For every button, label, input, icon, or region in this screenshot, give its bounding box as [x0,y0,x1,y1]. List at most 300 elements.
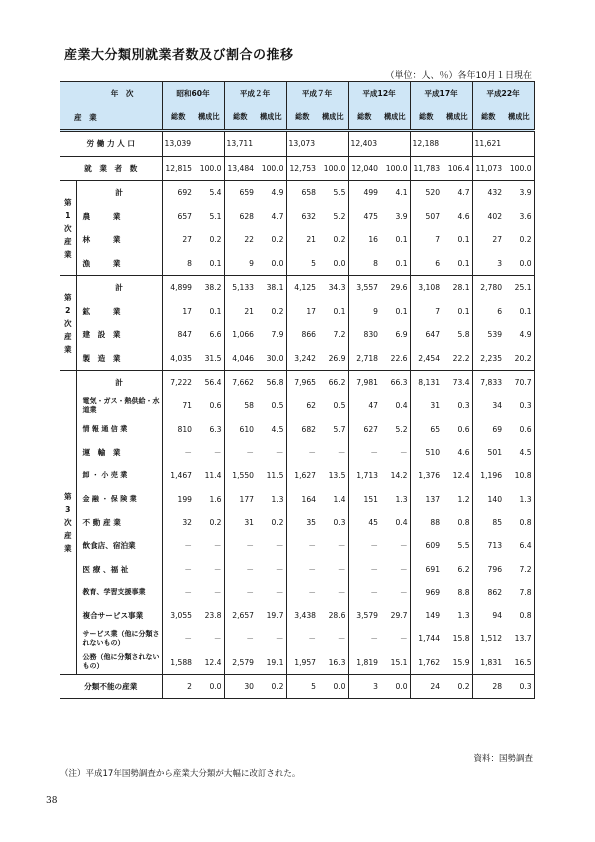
value-cell: 507 [425,211,441,221]
tertiary-industry-row [60,534,534,557]
value-cell: 28.6 [318,604,348,627]
value-cell: 16.3 [318,651,348,675]
value-cell: 6.2 [442,557,472,580]
value-cell: 432 [487,188,503,198]
value-cell: 0.2 [256,300,286,324]
value-cell: 6 [497,306,503,316]
value-cell: 4.7 [442,181,472,205]
labor-force-label: 労 働 力 人 口 [60,131,162,157]
value-cell: 65 [430,424,441,434]
value-cell: 26.9 [318,347,348,371]
value-cell: 7.8 [504,581,534,604]
tertiary-industry-row [60,371,534,395]
unclassified-label: 分類不能の産業 [60,674,162,699]
value-cell: 0.8 [442,511,472,534]
value-cell: 6.3 [194,418,224,441]
value-cell: 0.1 [504,300,534,324]
value-cell: － [256,557,286,580]
tertiary-industry-item-label: 情 報 通 信 業 [76,418,162,441]
value-cell: － [380,627,410,650]
value-cell: 0.2 [256,674,286,699]
value-cell: 2,718 [356,353,379,363]
value-cell: － [194,557,224,580]
value-cell: 1.3 [504,487,534,510]
value-cell: 1.3 [380,487,410,510]
value-cell: － [184,564,192,574]
value-cell: 628 [239,211,255,221]
tertiary-industry-item-label: 運 輸 業 [76,441,162,464]
value-cell: 0.2 [504,228,534,252]
group-char: 第 [63,491,72,501]
value-cell: 0.2 [318,228,348,252]
value-cell: 627 [363,424,379,434]
unclassified-row [60,674,534,699]
value-cell: 199 [177,494,192,504]
value-cell: 22.6 [380,347,410,371]
value-cell: － [370,634,379,644]
value-cell: － [256,534,286,557]
tertiary-industry-item-label: 教育、学習支援事業 [76,581,162,604]
value-cell: 69 [492,424,503,434]
tertiary-industry-row [60,651,534,675]
value-cell: 520 [425,188,441,198]
header-row-sub [60,106,534,131]
tertiary-industry-item-label: 卸 ・ 小 売 業 [76,464,162,487]
header-total: 総数 [472,106,504,131]
value-cell: 3,557 [356,283,379,293]
value-cell: 2,454 [418,353,441,363]
value-cell: 62 [306,401,317,411]
value-cell: － [318,581,348,604]
value-cell: 137 [425,494,441,504]
value-cell: － [256,441,286,464]
value-cell: 5.5 [318,181,348,205]
value-cell: 1.3 [442,604,472,627]
value-cell: － [184,541,192,551]
primary-industry-item-label: 林 業 [76,228,162,252]
value-cell: 7,965 [294,378,317,388]
tertiary-industry-row [60,394,534,417]
value-cell: 22 [244,235,255,245]
value-cell: 15.9 [442,651,472,675]
tertiary-industry-row [60,441,534,464]
value-cell: － [184,587,192,597]
value-cell: 2,579 [232,657,255,667]
value-cell: 12,753 [289,163,317,173]
value-cell: 0.2 [194,228,224,252]
value-cell: 29.7 [380,604,410,627]
value-cell: 19.1 [256,651,286,675]
value-cell: 1,819 [356,657,379,667]
header-ratio: 構成比 [442,106,472,131]
value-cell: 25.1 [504,276,534,300]
value-cell: － [318,627,348,650]
value-cell: － [380,557,410,580]
value-cell: 5 [311,682,317,692]
value-cell: － [380,441,410,464]
value-cell: 4.5 [504,441,534,464]
value-cell: 56.8 [256,371,286,395]
secondary-industry-row [60,276,534,300]
value-cell: － [370,564,379,574]
value-cell: 4,046 [232,353,255,363]
value-cell: 0.6 [194,394,224,417]
value-cell: 658 [301,188,317,198]
value-cell: 847 [177,330,192,340]
value-cell: 22.2 [442,347,472,371]
value-cell: 810 [177,424,192,434]
employed-row [60,156,534,181]
unit-note: （単位：人、％）各年10月１日現在 [385,71,532,81]
header-ratio: 構成比 [318,106,348,131]
tertiary-industry-row [60,464,534,487]
header-total: 総数 [286,106,318,131]
value-cell: － [370,541,379,551]
value-cell: 8 [373,258,379,268]
tertiary-industry-item-label: 計 [76,371,162,395]
value-cell: 5.1 [194,205,224,229]
value-cell: 31 [244,517,255,527]
value-cell: 100.0 [318,156,348,181]
group-char: 業 [63,344,72,354]
value-cell: 66.3 [380,371,410,395]
header-ratio: 構成比 [256,106,286,131]
value-cell: － [370,587,379,597]
value-cell: 66.2 [318,371,348,395]
value-cell: 0.2 [194,511,224,534]
group-char: 次 [63,223,72,233]
value-cell: 12,403 [348,131,410,157]
value-cell: 2,780 [480,283,503,293]
value-cell: 3 [373,682,379,692]
value-cell: － [256,581,286,604]
value-cell: 149 [425,611,441,621]
value-cell: 1,762 [418,657,441,667]
value-cell: 7,833 [480,378,503,388]
value-cell: 6.4 [504,534,534,557]
value-cell: 3,579 [356,611,379,621]
value-cell: 5.2 [318,205,348,229]
tertiary-industry-group-label [60,371,76,675]
value-cell: 6.6 [194,323,224,347]
value-cell: 7.2 [504,557,534,580]
value-cell: 100.0 [504,156,534,181]
tertiary-industry-item-label: 金 融 ・ 保 険 業 [76,487,162,510]
value-cell: － [194,441,224,464]
value-cell: 11,783 [413,163,441,173]
value-cell: 3,242 [294,353,317,363]
header-sangyo: 産 業 [60,106,162,131]
value-cell: 27 [492,235,503,245]
value-cell: － [318,441,348,464]
value-cell: 15.1 [380,651,410,675]
value-cell: 11.4 [194,464,224,487]
value-cell: － [246,587,255,597]
group-char: 第 [63,197,72,207]
value-cell: 692 [177,188,192,198]
value-cell: 4.1 [380,181,410,205]
value-cell: 8 [187,258,192,268]
group-char: 第 [63,292,72,302]
value-cell: 7,981 [356,378,379,388]
tertiary-industry-item-label: 不 動 産 業 [76,511,162,534]
value-cell: 24 [430,682,441,692]
value-cell: 5.7 [318,418,348,441]
value-cell: 9 [249,258,255,268]
value-cell: 4.6 [442,441,472,464]
value-cell: － [184,448,192,458]
primary-industry-row [60,205,534,229]
value-cell: 713 [487,541,503,551]
value-cell: 7,222 [170,378,192,388]
value-cell: 9 [373,306,379,316]
value-cell: 19.7 [256,604,286,627]
value-cell: 402 [487,211,503,221]
value-cell: 0.6 [504,418,534,441]
value-cell: 0.3 [442,394,472,417]
value-cell: 13,039 [162,131,224,157]
value-cell: 0.8 [504,511,534,534]
group-char: 次 [63,318,72,328]
value-cell: 1,467 [170,471,192,481]
labor-force-row [60,131,534,157]
value-cell: 0.6 [442,418,472,441]
value-cell: － [184,634,192,644]
value-cell: － [194,534,224,557]
value-cell: 11.5 [256,464,286,487]
value-cell: 29.6 [380,276,410,300]
value-cell: 862 [487,587,503,597]
value-cell: 0.3 [318,511,348,534]
value-cell: 6 [435,258,441,268]
value-cell: 12,815 [165,163,192,173]
value-cell: 682 [301,424,317,434]
value-cell: － [246,541,255,551]
primary-industry-item-label: 計 [76,181,162,205]
value-cell: 70.7 [504,371,534,395]
value-cell: 0.0 [504,252,534,276]
value-cell: 23.8 [194,604,224,627]
value-cell: 4,899 [170,283,192,293]
value-cell: 610 [239,424,255,434]
value-cell: 5.2 [380,418,410,441]
employed-label: 就 業 者 数 [60,156,162,181]
value-cell: 691 [425,564,441,574]
value-cell: 151 [363,494,379,504]
tertiary-industry-item-label: 公務（他に分類されないもの） [76,651,162,675]
value-cell: 866 [301,330,317,340]
value-cell: 4.7 [256,205,286,229]
secondary-industry-item-label: 計 [76,276,162,300]
value-cell: 17 [182,306,192,316]
value-cell: 5.8 [442,323,472,347]
value-cell: 0.1 [442,252,472,276]
value-cell: 56.4 [194,371,224,395]
value-cell: 13.7 [504,627,534,650]
value-cell: 38.1 [256,276,286,300]
value-cell: 30 [244,682,255,692]
value-cell: 0.3 [504,674,534,699]
value-cell: 0.1 [442,228,472,252]
value-cell: 12,188 [410,131,472,157]
value-cell: 4.9 [256,181,286,205]
value-cell: 10.8 [504,464,534,487]
value-cell: 7,662 [232,378,255,388]
value-cell: － [246,448,255,458]
value-cell: 164 [301,494,317,504]
tertiary-industry-item-label: 複合サービス事業 [76,604,162,627]
primary-industry-row [60,181,534,205]
value-cell: 1,588 [170,657,192,667]
value-cell: － [246,634,255,644]
value-cell: 8,131 [418,378,441,388]
value-cell: 830 [363,330,379,340]
value-cell: 0.4 [380,394,410,417]
value-cell: － [318,534,348,557]
value-cell: 2,235 [480,353,503,363]
value-cell: 100.0 [256,156,286,181]
value-cell: 0.5 [256,394,286,417]
value-cell: 1,831 [480,657,503,667]
value-cell: 34.3 [318,276,348,300]
value-cell: － [370,448,379,458]
value-cell: 3.9 [380,205,410,229]
value-cell: 0.1 [318,300,348,324]
value-cell: 11,073 [475,163,503,173]
value-cell: 0.4 [380,511,410,534]
value-cell: 4.6 [442,205,472,229]
value-cell: 28 [492,682,503,692]
value-cell: － [380,534,410,557]
footnote: （注）平成17年国勢調査から産業大分類が大幅に改訂された。 [60,769,301,779]
value-cell: 140 [487,494,503,504]
value-cell: 4,125 [294,283,317,293]
tertiary-industry-row [60,557,534,580]
value-cell: 475 [363,211,379,221]
value-cell: 1,512 [480,634,503,644]
value-cell: 16 [368,235,379,245]
value-cell: 510 [425,448,441,458]
value-cell: 5.4 [194,181,224,205]
value-cell: 0.1 [380,300,410,324]
value-cell: 8.8 [442,581,472,604]
secondary-industry-item-label: 建 設 業 [76,323,162,347]
value-cell: 1.4 [318,487,348,510]
value-cell: 13.5 [318,464,348,487]
header-total: 総数 [224,106,256,131]
value-cell: 5.5 [442,534,472,557]
value-cell: 73.4 [442,371,472,395]
value-cell: 13,484 [227,163,255,173]
value-cell: 2,657 [232,611,255,621]
year-header: 平成７年 [286,82,348,106]
value-cell: 6.9 [380,323,410,347]
value-cell: 88 [430,517,441,527]
value-cell: 11,621 [472,131,534,157]
page-title: 産業大分類別就業者数及び割合の推移 [64,48,294,63]
tertiary-industry-item-label: サービス業（他に分類されないもの） [76,627,162,650]
value-cell: － [318,557,348,580]
value-cell: 1,066 [232,330,255,340]
value-cell: 1,713 [356,471,379,481]
value-cell: 14.2 [380,464,410,487]
value-cell: 12.4 [194,651,224,675]
tertiary-industry-item-label: 飲食店、宿泊業 [76,534,162,557]
value-cell: 0.0 [318,252,348,276]
value-cell: 0.2 [442,674,472,699]
value-cell: － [308,634,317,644]
value-cell: 632 [301,211,317,221]
value-cell: 106.4 [442,156,472,181]
secondary-industry-row [60,323,534,347]
header-ratio: 構成比 [194,106,224,131]
value-cell: 1,550 [232,471,255,481]
value-cell: 100.0 [380,156,410,181]
tertiary-industry-item-label: 医 療 、福 祉 [76,557,162,580]
header-total: 総数 [348,106,380,131]
value-cell: 177 [239,494,255,504]
value-cell: － [308,541,317,551]
value-cell: 4,035 [170,353,192,363]
group-char: 産 [63,236,72,246]
value-cell: 0.0 [318,674,348,699]
value-cell: 1.6 [194,487,224,510]
value-cell: 501 [487,448,503,458]
value-cell: 609 [425,541,441,551]
value-cell: － [256,627,286,650]
secondary-industry-item-label: 製 造 業 [76,347,162,371]
value-cell: 85 [492,517,503,527]
group-char: 産 [63,331,72,341]
source-note: 資料：国勢調査 [473,754,533,764]
value-cell: 2 [187,682,192,692]
value-cell: 3.9 [504,181,534,205]
value-cell: 4.9 [504,323,534,347]
value-cell: 0.2 [256,511,286,534]
value-cell: 3,108 [418,283,441,293]
value-cell: 0.5 [318,394,348,417]
secondary-industry-group-label [60,276,76,371]
value-cell: 1,376 [418,471,441,481]
tertiary-industry-item-label: 電気・ガス・熱供給・水道業 [76,394,162,417]
value-cell: － [246,564,255,574]
header-total: 総数 [162,106,194,131]
value-cell: 0.8 [504,604,534,627]
value-cell: 657 [177,211,192,221]
secondary-industry-row [60,300,534,324]
value-cell: 12,040 [351,163,379,173]
value-cell: 1,196 [480,471,503,481]
value-cell: 21 [244,306,255,316]
value-cell: 94 [492,611,503,621]
value-cell: 20.2 [504,347,534,371]
value-cell: 58 [244,401,255,411]
value-cell: 71 [182,401,192,411]
value-cell: 16.5 [504,651,534,675]
value-cell: 13,073 [286,131,348,157]
value-cell: 3.6 [504,205,534,229]
employment-table [60,81,535,699]
primary-industry-item-label: 農 業 [76,205,162,229]
value-cell: 45 [368,517,379,527]
primary-industry-row [60,252,534,276]
year-header: 昭和60年 [162,82,224,106]
value-cell: 15.8 [442,627,472,650]
tertiary-industry-row [60,604,534,627]
secondary-industry-item-label: 鉱 業 [76,300,162,324]
group-char: 産 [63,530,72,540]
value-cell: 796 [487,564,503,574]
